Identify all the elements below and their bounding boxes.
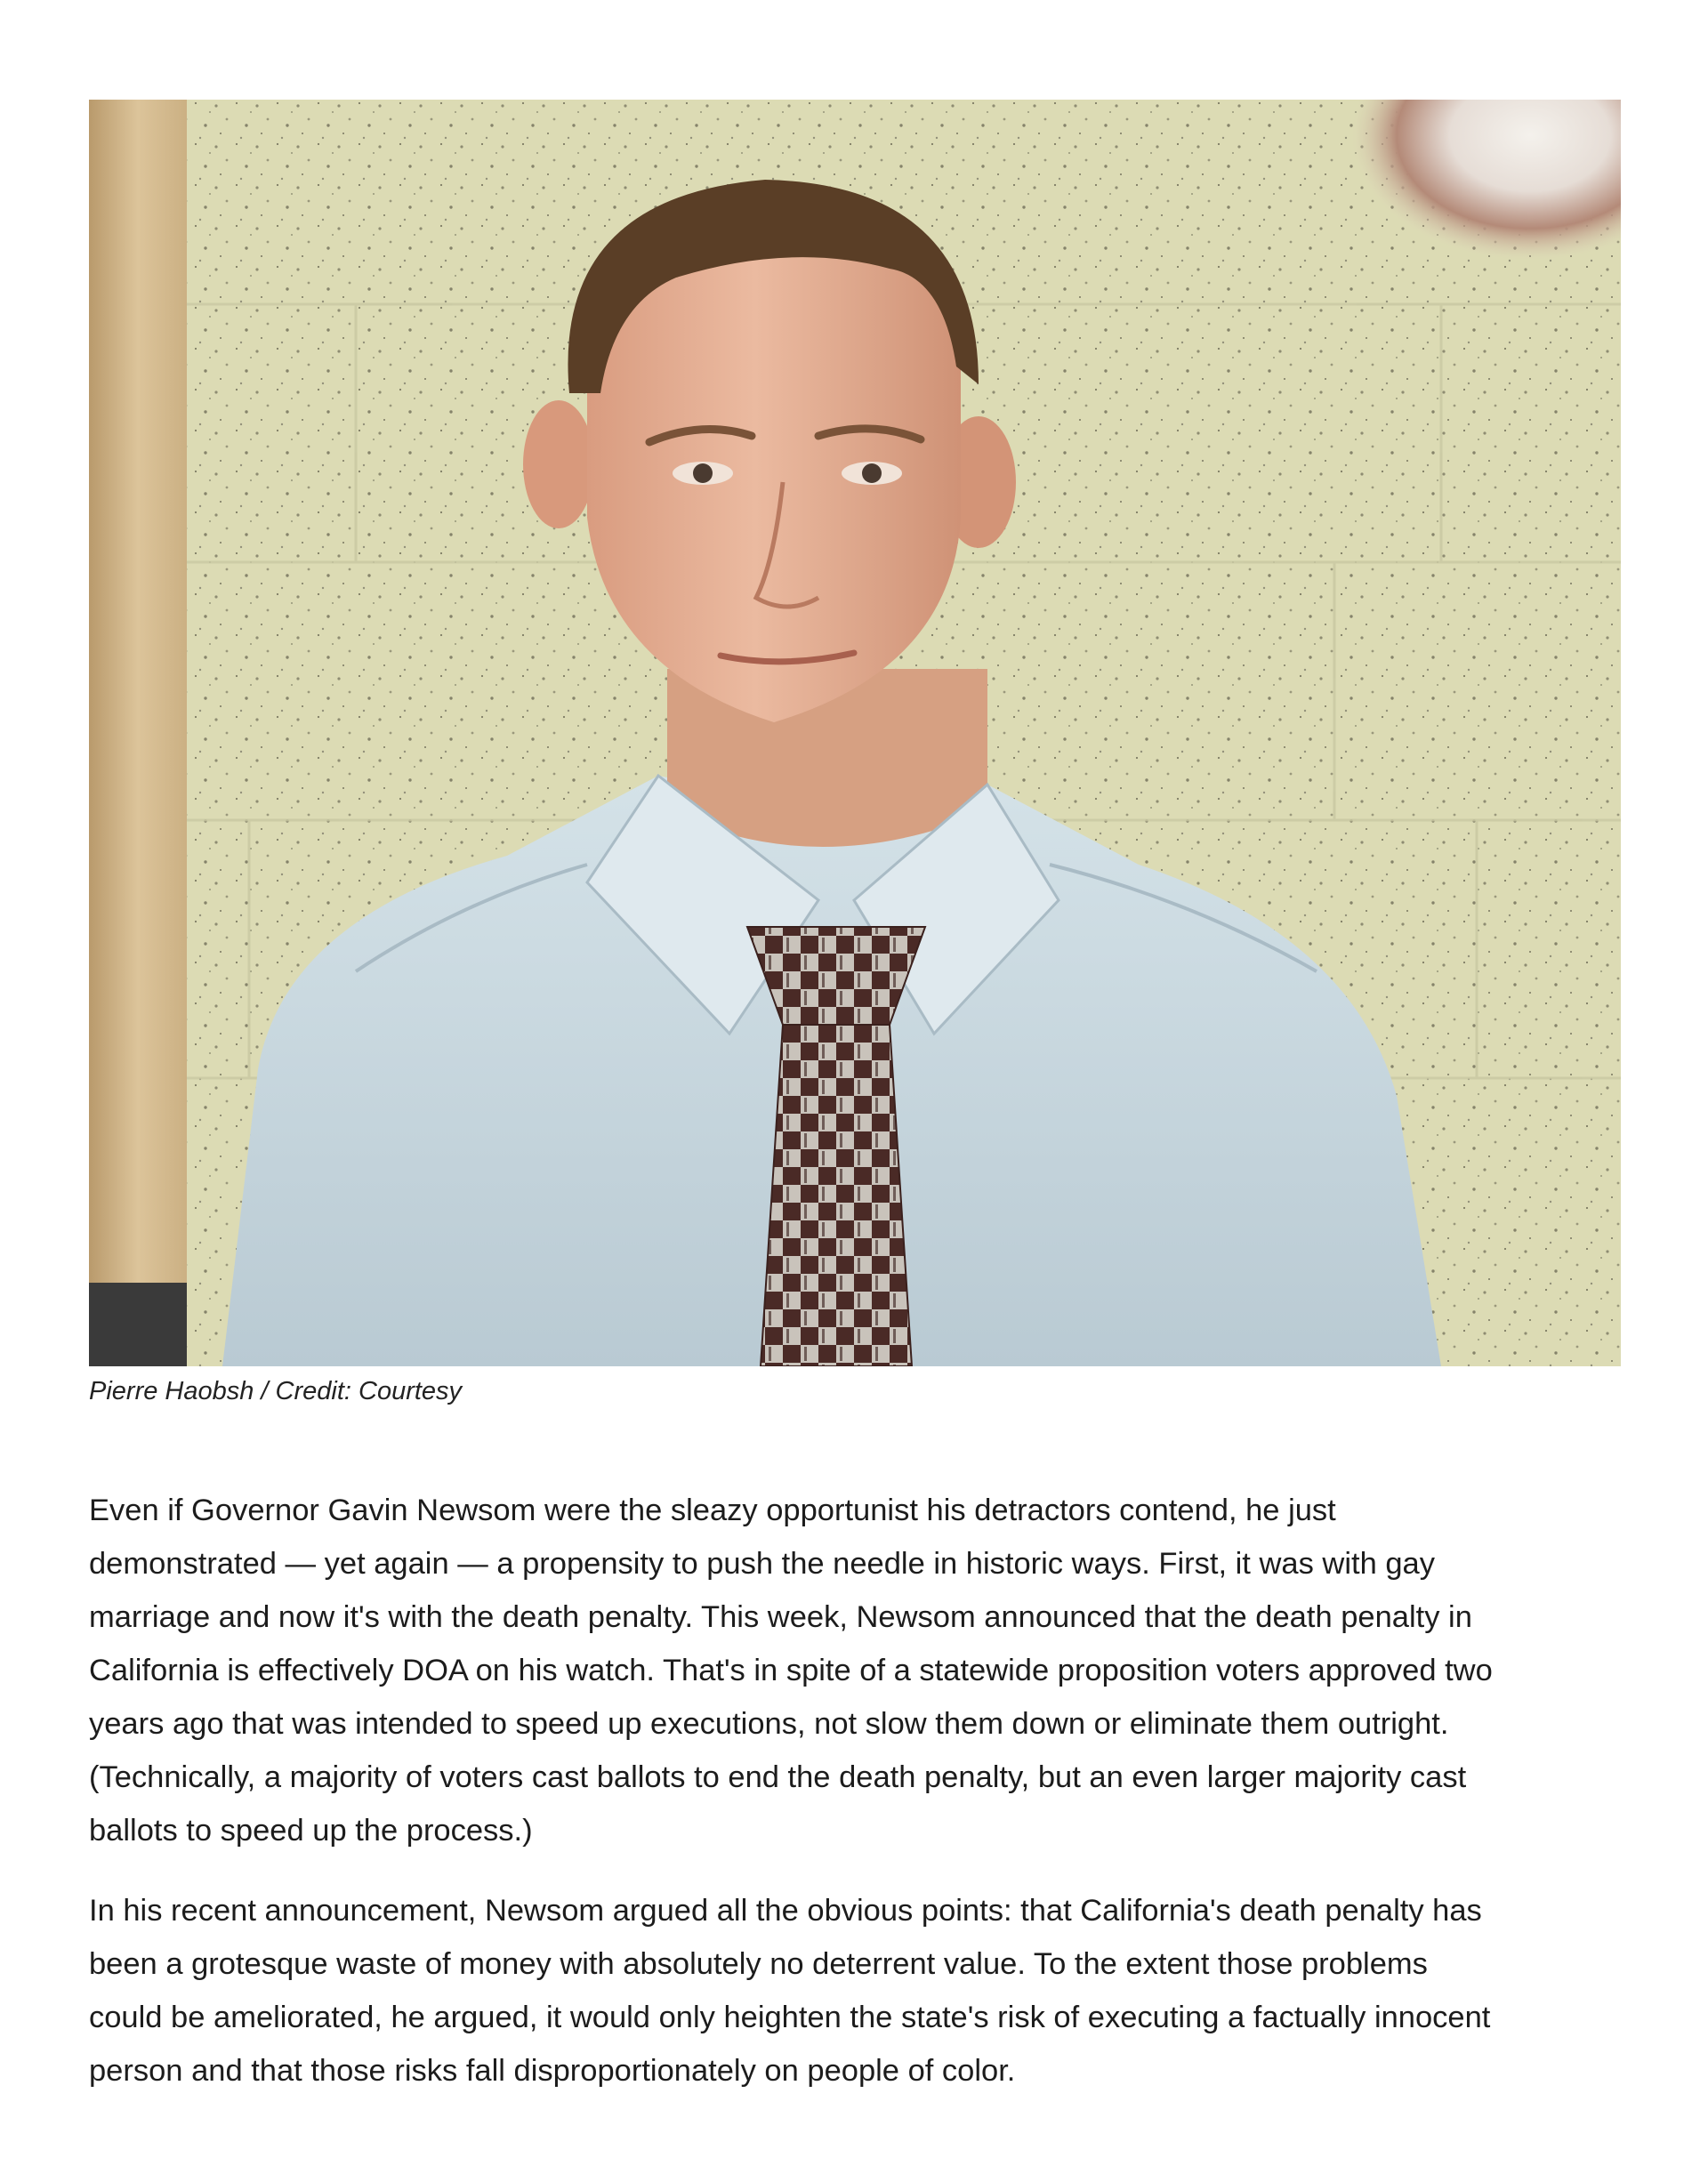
paragraph-line: (Technically, a majority of voters cast ballots to end the death penalty, but an even larger majority cast — [89, 1760, 1467, 1794]
paragraph-line: In his recent announcement, Newsom argued all the obvious points: that California's death penalty has — [89, 1894, 1482, 1928]
photo-caption: Pierre Haobsh / Credit: Courtesy — [89, 1377, 463, 1405]
article-photo — [89, 100, 1621, 1366]
paragraph-line: person and that those risks fall disproportionately on people of color. — [89, 2054, 1016, 2088]
paragraph-2 — [89, 1884, 1621, 2098]
paragraph-1 — [89, 1484, 1621, 1857]
paragraph-line: could be ameliorated, he argued, it would only heighten the state's risk of executing a factually innocent — [89, 2001, 1491, 2034]
paragraph-line: years ago that was intended to speed up executions, not slow them down or eliminate them outright. — [89, 1707, 1449, 1741]
paragraph-line: California is effectively DOA on his watch. That's in spite of a statewide proposition voters approved two — [89, 1654, 1493, 1687]
paragraph-line: ballots to speed up the process.) — [89, 1814, 533, 1848]
paragraph-line: Even if Governor Gavin Newsom were the sleazy opportunist his detractors contend, he just — [89, 1494, 1336, 1527]
paragraph-line: been a grotesque waste of money with absolutely no deterrent value. To the extent those problems — [89, 1947, 1428, 1981]
paragraph-line: marriage and now it's with the death penalty. This week, Newsom announced that the death penalty in — [89, 1600, 1472, 1634]
article-body — [89, 1484, 1621, 2098]
paragraph-line: demonstrated — yet again — a propensity to push the needle in historic ways. First, it was with gay — [89, 1547, 1435, 1581]
portrait-illustration — [89, 100, 1621, 1366]
